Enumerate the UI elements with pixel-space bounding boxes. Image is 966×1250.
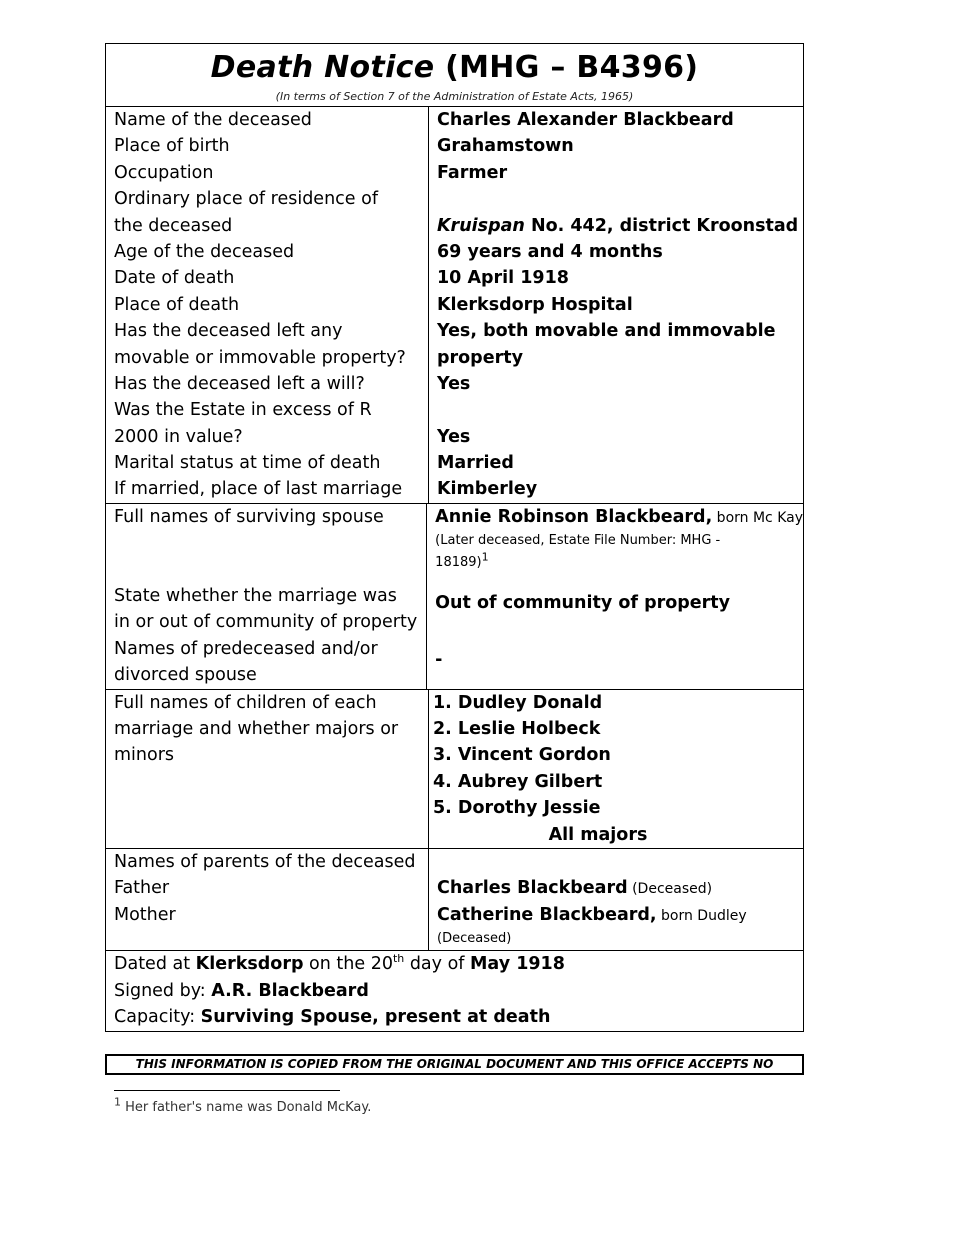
footnote [114,1095,372,1115]
value-name: Charles Alexander Blackbeard [437,110,734,130]
value-property-1: Yes, both movable and immovable [437,321,776,342]
value-spouse [435,504,803,530]
parents-labels [106,849,429,950]
value-estate: Yes [437,426,471,447]
spacer [114,928,428,950]
spacer [114,530,426,556]
spacer [114,822,428,848]
children-status: All majors [548,824,648,845]
document-subtitle: (In terms of Section 7 of the Administration of Estate Acts, 1965) [275,90,634,103]
label-residence-2: the deceased [114,215,233,236]
child-item: 3. Vincent Gordon [433,745,611,766]
label-occupation: Occupation [114,162,214,183]
spacer [114,795,428,821]
spouse-values [427,504,803,689]
value-occupation: Farmer [437,162,508,183]
dated-mid: on the 20 [303,954,393,975]
value-predeceased: - [435,649,443,670]
spouse-name: Annie Robinson Blackbeard, [435,506,713,527]
value-blank-2 [437,397,803,423]
parents-values [429,849,803,950]
label-predeceased-2: divorced spouse [114,665,257,686]
spouse-section [106,504,803,690]
spouse-note-2 [435,552,803,574]
label-will: Has the deceased left a will? [114,373,365,394]
dated-line [114,951,803,977]
spacer [114,557,426,583]
details-values [429,107,803,503]
father-name: Charles Blackbeard [437,878,628,899]
spouse-note-1: (Later deceased, Estate File Number: MHG - [435,533,721,549]
details-labels [106,107,429,503]
signing-section [106,951,803,1031]
residence-farm: Kruispan [437,215,525,236]
label-father: Father [114,878,170,899]
title-main: Death Notice [210,50,435,85]
spouse-note-2-text: 18189) [435,555,482,571]
footnote-num: 1 [114,1095,121,1109]
children-section [106,690,803,849]
value-blank [437,186,803,212]
label-spouse: Full names of surviving spouse [114,506,384,527]
label-mother: Mother [114,904,176,925]
details-section [106,107,803,504]
death-notice-document [105,43,804,1032]
dated-date: May 1918 [470,954,565,975]
document-title [106,50,803,85]
disclaimer-banner: THIS INFORMATION IS COPIED FROM THE ORIGINAL DOCUMENT AND THIS OFFICE ACCEPTS NO [105,1054,804,1075]
spacer [437,849,803,875]
label-marriage-place: If married, place of last marriage [114,479,403,500]
label-property-2: movable or immovable property? [114,347,406,368]
footnote-text: Her father's name was Donald McKay. [121,1100,372,1115]
mother-born: born Dudley [656,907,747,924]
value-father [437,875,803,901]
mother-name: Catherine Blackbeard, [437,904,657,925]
child-item: 2. Leslie Holbeck [433,718,601,739]
value-property-2: property [437,347,523,368]
footnote-rule [114,1090,340,1091]
signed-line [114,978,803,1004]
label-residence-1: Ordinary place of residence of [114,189,378,210]
label-birth: Place of birth [114,136,230,157]
value-marriage-place: Kimberley [437,479,538,500]
capacity-value: Surviving Spouse, present at death [200,1006,551,1027]
mother-note: (Deceased) [437,931,512,947]
value-age: 69 years and 4 months [437,241,663,262]
dated-mid2: day of [404,954,471,975]
value-will: Yes [437,373,471,394]
label-property-1: Has the deceased left any [114,321,343,342]
value-date-of-death: 10 April 1918 [437,268,569,289]
spacer [435,617,803,647]
children-values [429,690,803,848]
label-marital: Marital status at time of death [114,453,381,474]
label-marriage-type-1: State whether the marriage was [114,586,397,607]
footnote-ref: 1 [481,550,489,564]
label-age: Age of the deceased [114,241,295,262]
value-community: Out of community of property [435,593,731,614]
capacity-line [114,1004,803,1030]
capacity-label: Capacity: [114,1006,201,1027]
label-date-of-death: Date of death [114,268,235,289]
value-residence [437,213,803,239]
label-predeceased-1: Names of predeceased and/or [114,638,378,659]
child-item: 5. Dorothy Jessie [433,798,601,819]
spacer [114,769,428,795]
title-row [106,44,803,107]
child-item: 1. Dudley Donald [433,692,603,713]
label-children-2: marriage and whether majors or [114,718,399,739]
child-item: 4. Aubrey Gilbert [433,771,603,792]
dated-place: Klerksdorp [195,954,304,975]
label-marriage-type-2: in or out of community of property [114,612,418,633]
spacer [435,574,803,590]
spouse-born: born Mc Kay [712,509,803,526]
dated-sup: th [392,952,405,966]
children-labels [106,690,429,848]
title-code: (MHG – B4396) [445,50,699,85]
label-name: Name of the deceased [114,110,312,130]
father-note: (Deceased) [627,881,713,898]
label-estate-1: Was the Estate in excess of R [114,400,372,421]
label-parents: Names of parents of the deceased [114,851,416,872]
value-marital: Married [437,453,514,474]
parents-section [106,849,803,951]
label-children-3: minors [114,745,175,766]
signed-label: Signed by: [114,980,212,1001]
dated-prefix: Dated at [114,954,196,975]
residence-rest: No. 442, district Kroonstad [524,215,799,236]
value-birth: Grahamstown [437,136,574,157]
label-children-1: Full names of children of each [114,692,377,713]
spouse-labels [106,504,427,689]
label-estate-2: 2000 in value? [114,426,243,447]
value-mother [437,902,803,928]
signed-name: A.R. Blackbeard [211,980,369,1001]
value-place-of-death: Klerksdorp Hospital [437,294,633,315]
label-place-of-death: Place of death [114,294,240,315]
